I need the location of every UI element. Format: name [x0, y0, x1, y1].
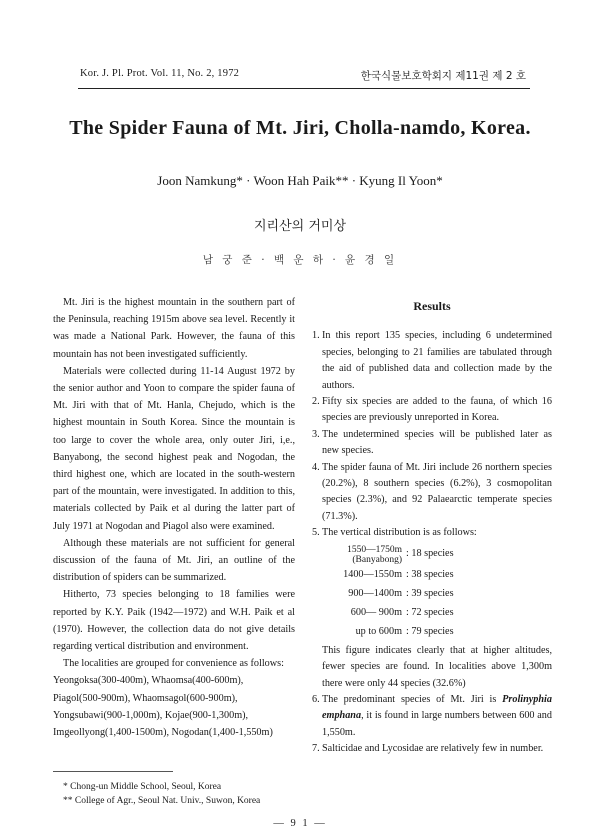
species-count: : 79 species: [406, 625, 454, 637]
left-column: [53, 294, 295, 741]
distribution-row: [342, 565, 552, 584]
vertical-distribution-table: [342, 544, 552, 641]
footnote-divider: [53, 771, 173, 772]
article-title: The Spider Fauna of Mt. Jiri, Cholla-namdo, Korea.: [69, 117, 531, 139]
item-number: 5.: [312, 527, 320, 539]
distribution-row: [342, 584, 552, 603]
journal-citation: Kor. J. Pl. Prot. Vol. 11, No. 2, 1972: [80, 68, 240, 79]
results-heading: Results: [413, 299, 451, 313]
materials-paragraph: Materials were collected during 11-14 August 1972 by the senior author and Yoon to compare the spider fauna of Mt. Jiri with that of Mt. Hanla, Chejudo, which is the highest mountain in South Korea. Since the mountain is too large to cover the whole area, only outer Jiri, i,e., Banyabong, the second highest peak and Nogodan, the third highest one, which are located in the south-western part of the mountain, were investigated. In addition to this, materials collected by Paik et al during the latter part of July 1971 at Nogodan and Piagol also were examined.: [53, 365, 295, 532]
range-note: (Banyabong): [352, 554, 402, 565]
species-count: : 18 species: [406, 547, 454, 559]
footnote: * Chong-un Middle School, Seoul, Korea: [63, 782, 222, 792]
result-item: [312, 460, 552, 526]
item-number: 1.: [312, 330, 320, 342]
altitude-range: up to 600m: [355, 625, 402, 637]
species-count: : 38 species: [406, 568, 454, 580]
result-item: [312, 525, 552, 541]
intro-paragraph: Mt. Jiri is the highest mountain in the southern part of the Peninsula, reaching 1915m above sea level. Recently it was made a National Park. However, the fauna of this mountain has not been investigated sufficiently.: [53, 297, 295, 360]
korean-title: 지리산의 거미상: [253, 219, 347, 234]
species-name: Prolinyphia emphana: [322, 693, 552, 722]
altitude-range: 1400—1550m: [343, 568, 402, 580]
locality-line: Piagol(500-900m), Whaomsagol(600-900m),: [53, 692, 238, 704]
korean-author-list: 남 궁 준 · 백 운 하 · 윤 경 일: [202, 254, 398, 266]
item-number: 6.: [312, 693, 320, 705]
result-item: [312, 427, 552, 460]
korean-journal-citation: 한국식물보호학회지 제11권 제 2 호: [360, 70, 526, 82]
altitude-range: 1550—1750m (Banyabong): [342, 544, 404, 565]
item-text: In this report 135 species, including 6 undetermined species, belonging to 21 families are tabulated through the aid of published data and collection made by the authors.: [322, 330, 552, 391]
item-number: 4.: [312, 461, 320, 473]
result-item: [312, 692, 552, 741]
item-text: The predominant species of Mt. Jiri is Prolinyphia emphana, it is found in large numbers between 600 and 1,550m.: [322, 693, 552, 738]
history-paragraph: Hitherto, 73 species belonging to 18 families were reported by K.Y. Paik (1942—1972) and W.H. Paik et al (1970). However, the collection data do not give details regarding vertical distribution and environment.: [53, 589, 295, 653]
discussion-paragraph: Although these materials are not sufficient for general discussion of the fauna of Mt. Jiri, an outline of the distribution of spiders can be summarized.: [53, 537, 295, 584]
species-count: : 39 species: [406, 587, 454, 599]
item-number: 2.: [312, 396, 320, 408]
item-text: The undetermined species will be published later as new species.: [322, 428, 552, 457]
result-item: [312, 328, 552, 394]
item-text: Salticidae and Lycosidae are relatively few in number.: [322, 743, 544, 755]
distribution-summary: This figure indicates clearly that at higher altitudes, fewer species are found. In localities above 1,300m there were only 44 species (32.6%): [322, 644, 552, 689]
results-column: [312, 294, 552, 758]
distribution-row: [342, 603, 552, 622]
header-divider: [78, 88, 530, 89]
item-number: 7.: [312, 743, 320, 755]
result-item: [312, 741, 552, 757]
distribution-row: [342, 622, 552, 641]
page-number: — 9 1 —: [273, 818, 327, 829]
species-count: : 72 species: [406, 606, 454, 618]
footnotes: [63, 780, 260, 808]
item-text: The vertical distribution is as follows:: [322, 527, 477, 539]
locality-line: Yongsubawi(900-1,000m), Kojae(900-1,300m),: [53, 709, 249, 721]
altitude-range: 600— 900m: [350, 606, 402, 618]
locality-line: Imgeollyong(1,400-1500m), Nogodan(1,400-1,550m): [53, 727, 273, 739]
localities-intro: The localities are grouped for convenience as follows:: [63, 658, 284, 670]
item-number: 3.: [312, 428, 320, 440]
locality-line: Yeongoksa(300-400m), Whaomsa(400-600m),: [53, 675, 244, 687]
altitude-range: 900—1400m: [348, 587, 402, 599]
result-item: [312, 394, 552, 427]
item-text: The spider fauna of Mt. Jiri include 26 northern species (20.2%), 8 southern species (6.2%), 3 cosmopolitan species (2.3%), and 92 Palaearctic temperate species (71.3%).: [322, 461, 552, 522]
distribution-row: [342, 544, 552, 565]
item-text: Fifty six species are added to the fauna, of which 16 species are previously unreported in Korea.: [322, 396, 552, 424]
footnote: ** College of Agr., Seoul Nat. Univ., Suwon, Korea: [63, 796, 261, 806]
author-list: Joon Namkung* · Woon Hah Paik** · Kyung Il Yoon*: [157, 173, 443, 188]
